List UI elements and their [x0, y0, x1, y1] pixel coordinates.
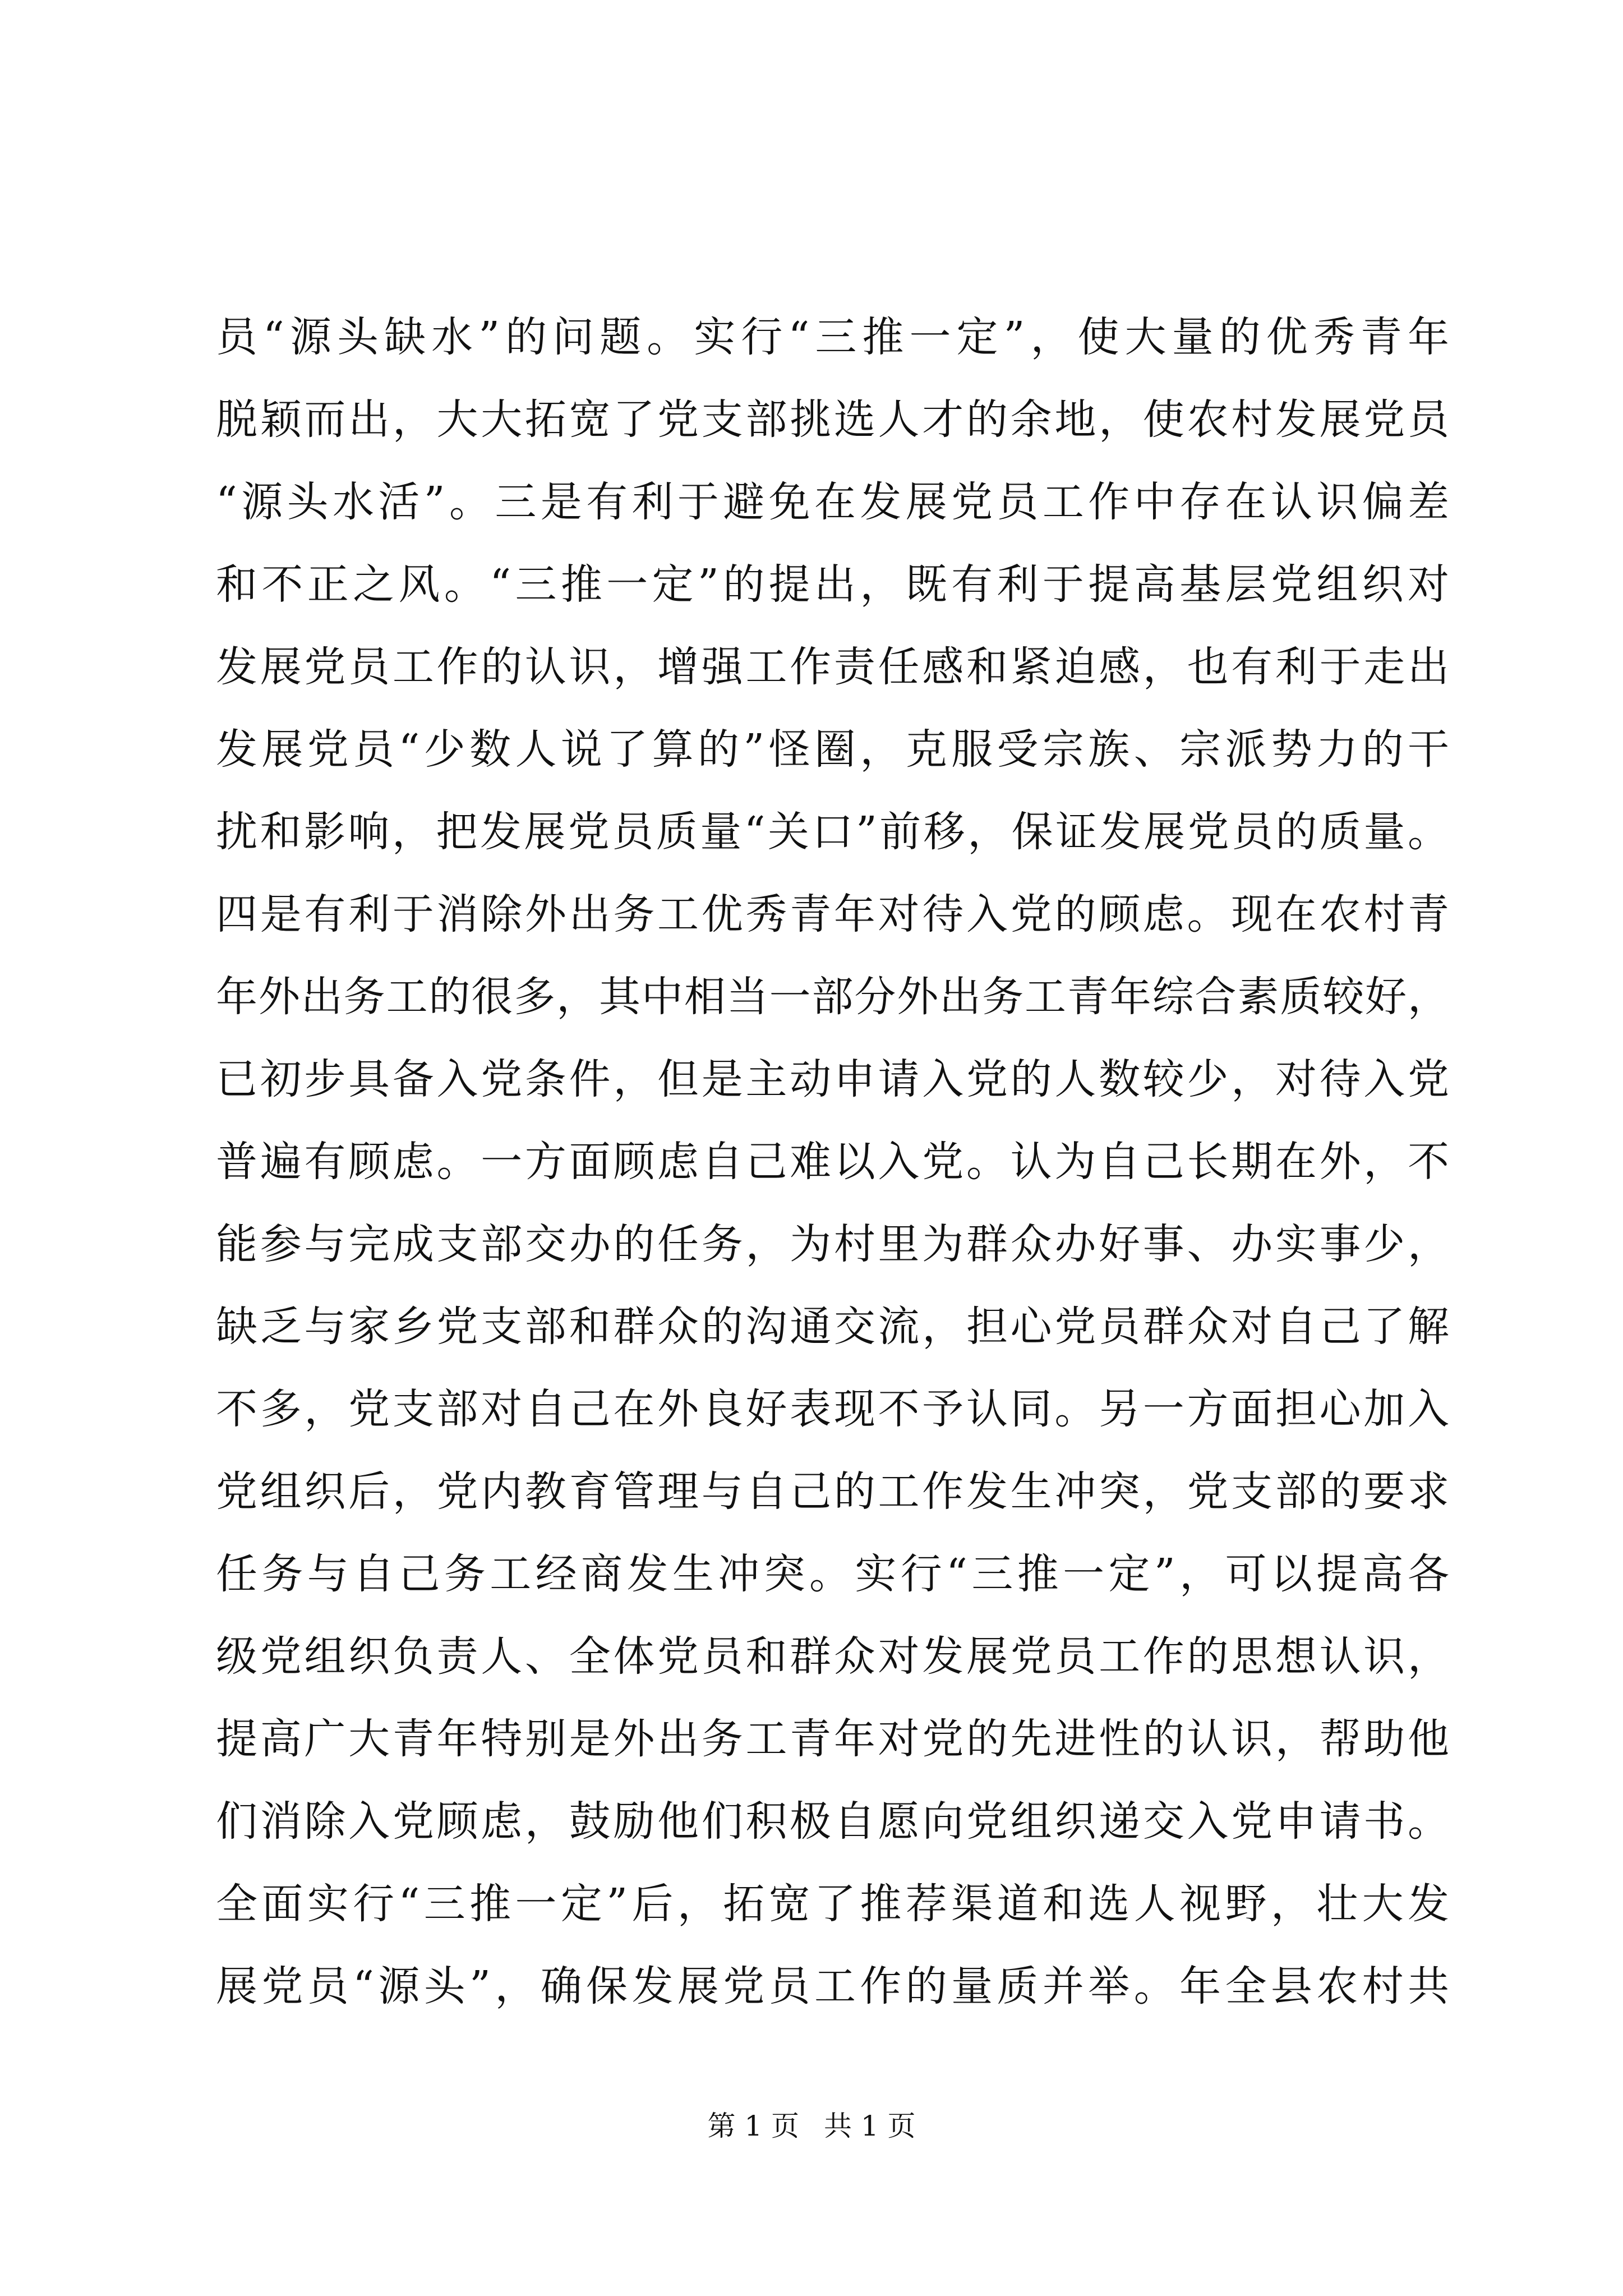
text-line: 员“源头缺水”的问题。实行“三推一定”，使大量的优秀青年	[216, 313, 1450, 361]
text-line: 脱颖而出，大大拓宽了党支部挑选人才的余地，使农村发展党员	[216, 395, 1450, 444]
text-line: “源头水活”。三是有利于避免在发展党员工作中存在认识偏差	[216, 478, 1450, 526]
text-line: 缺乏与家乡党支部和群众的沟通交流，担心党员群众对自己了解	[216, 1303, 1450, 1351]
body-text	[216, 296, 1450, 2028]
text-line: 和不正之风。“三推一定”的提出，既有利于提高基层党组织对	[216, 560, 1450, 609]
text-line: 展党员“源头”，确保发展党员工作的量质并举。年全县农村共	[216, 1962, 1450, 2010]
page-footer	[0, 2106, 1623, 2146]
text-line: 扰和影响，把发展党员质量“关口”前移，保证发展党员的质量。	[216, 808, 1450, 856]
text-line: 不多，党支部对自己在外良好表现不予认同。另一方面担心加入	[216, 1385, 1450, 1433]
text-line: 普遍有顾虑。一方面顾虑自己难以入党。认为自己长期在外，不	[216, 1138, 1450, 1186]
text-line: 任务与自己务工经商发生冲突。实行“三推一定”，可以提高各	[216, 1550, 1450, 1598]
text-line: 发展党员“少数人说了算的”怪圈，克服受宗族、宗派势力的干	[216, 725, 1450, 774]
text-line: 四是有利于消除外出务工优秀青年对待入党的顾虑。现在农村青	[216, 890, 1450, 938]
text-line: 发展党员工作的认识，增强工作责任感和紧迫感，也有利于走出	[216, 643, 1450, 691]
page-total: 共 1 页	[823, 2110, 916, 2142]
text-line: 党组织后，党内教育管理与自己的工作发生冲突，党支部的要求	[216, 1467, 1450, 1516]
text-line: 们消除入党顾虑，鼓励他们积极自愿向党组织递交入党申请书。	[216, 1797, 1450, 1846]
text-line: 级党组织负责人、全体党员和群众对发展党员工作的思想认识，	[216, 1632, 1450, 1681]
text-line: 年外出务工的很多，其中相当一部分外出务工青年综合素质较好，	[216, 973, 1450, 1021]
text-line: 已初步具备入党条件，但是主动申请入党的人数较少，对待入党	[216, 1055, 1450, 1103]
text-line: 能参与完成支部交办的任务，为村里为群众办好事、办实事少，	[216, 1220, 1450, 1268]
text-line: 提高广大青年特别是外出务工青年对党的先进性的认识，帮助他	[216, 1715, 1450, 1763]
text-line: 全面实行“三推一定”后，拓宽了推荐渠道和选人视野，壮大发	[216, 1880, 1450, 1928]
page-number: 第 1 页	[707, 2110, 800, 2142]
